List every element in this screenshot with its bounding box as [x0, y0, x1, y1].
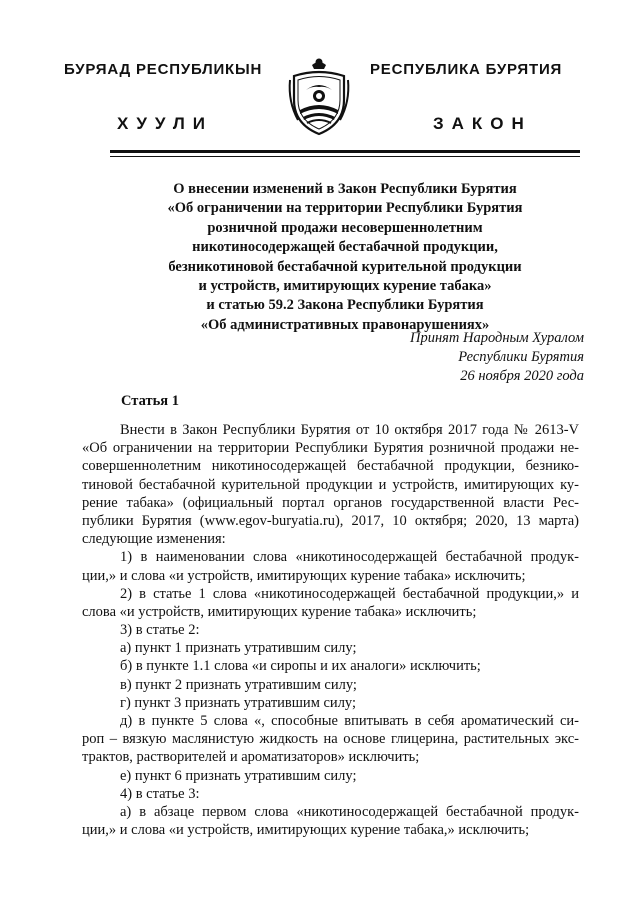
- article-body: [82, 421, 579, 839]
- body-line: слова «и устройств, имитирующих курение табака» исключить;: [82, 603, 477, 620]
- body-line: е) пункт 6 признать утратившим силу;: [120, 767, 357, 784]
- title-line: «Об административных правонарушениях»: [200, 316, 490, 333]
- title-line: и устройств, имитирующих курение табака»: [198, 278, 492, 295]
- body-line: 1) в наименовании слова «никотиносодержащей бестабачной продук-: [120, 549, 579, 566]
- body-line: г) пункт 3 признать утратившим силу;: [120, 694, 357, 711]
- title-line: «Об ограничении на территории Республики Бурятия: [167, 200, 523, 217]
- adoption-note: [410, 329, 584, 386]
- body-line: совершеннолетним никотиносодержащей бестабачной продукции, безнико-: [82, 458, 579, 475]
- body-line: а) пункт 1 признать утратившим силу;: [120, 640, 357, 657]
- body-line: тиновой бестабачной курительной продукции и устройств, имитирующих ку-: [82, 476, 579, 493]
- adoption-line: Принят Народным Хуралом: [409, 330, 584, 346]
- header-rule-thick: [110, 150, 580, 153]
- body-line: роп – вязкую маслянистую жидкость на основе глицерина, растительных экс-: [82, 731, 579, 748]
- header-left-subtitle: ХУУЛИ: [117, 114, 213, 133]
- body-line: Внести в Закон Республики Бурятия от 10 октября 2017 года № 2613-V: [120, 422, 579, 438]
- body-line: рение табака» (официальный портал органов государственной власти Рес-: [82, 494, 579, 511]
- header-right-subtitle: ЗАКОН: [433, 114, 532, 133]
- header-right-title: РЕСПУБЛИКА БУРЯТИЯ: [370, 61, 563, 78]
- body-line: «Об ограничении на территории Республики Бурятия розничной продажи не-: [82, 440, 579, 457]
- article-heading: Статья 1: [121, 393, 179, 409]
- title-line: безникотиновой бестабачной курительной продукции: [168, 258, 522, 275]
- title-line: никотиносодержащей бестабачной продукции,: [192, 239, 498, 256]
- coat-of-arms-emblem: [286, 56, 352, 138]
- body-line: ции,» и слова «и устройств, имитирующих курение табака» исключить;: [82, 567, 526, 584]
- title-line: и статью 59.2 Закона Республики Бурятия: [206, 297, 484, 314]
- body-line: следующие изменения:: [82, 531, 226, 548]
- title-line: розничной продажи несовершеннолетним: [207, 219, 483, 236]
- header-rule-thin: [110, 156, 580, 157]
- body-line: 4) в статье 3:: [120, 785, 200, 802]
- body-line: 3) в статье 2:: [120, 622, 200, 639]
- body-line: трактов, растворителей и ароматизаторов» исключить;: [82, 749, 420, 766]
- adoption-line: Республики Бурятия: [458, 349, 584, 365]
- body-line: а) в абзаце первом слова «никотиносодержащей бестабачной продук-: [120, 803, 579, 820]
- body-line: 2) в статье 1 слова «никотиносодержащей бестабачной продукции,» и: [120, 585, 579, 602]
- body-line: д) в пункте 5 слова «, способные впитывать в себя ароматический си-: [120, 713, 579, 729]
- body-line: публики Бурятия (www.egov-buryatia.ru), 2017, 10 октября; 2020, 13 марта): [82, 512, 579, 529]
- header-left-title: БУРЯАД РЕСПУБЛИКЫН: [64, 61, 263, 78]
- body-line: б) в пункте 1.1 слова «и сиропы и их аналоги» исключить;: [120, 658, 481, 675]
- title-line: О внесении изменений в Закон Республики Бурятия: [173, 181, 517, 197]
- law-title: [110, 180, 580, 335]
- body-line: в) пункт 2 признать утратившим силу;: [120, 676, 357, 693]
- body-line: ции,» и слова «и устройств, имитирующих курение табака,» исключить;: [82, 822, 530, 839]
- adoption-line: 26 ноября 2020 года: [460, 368, 584, 384]
